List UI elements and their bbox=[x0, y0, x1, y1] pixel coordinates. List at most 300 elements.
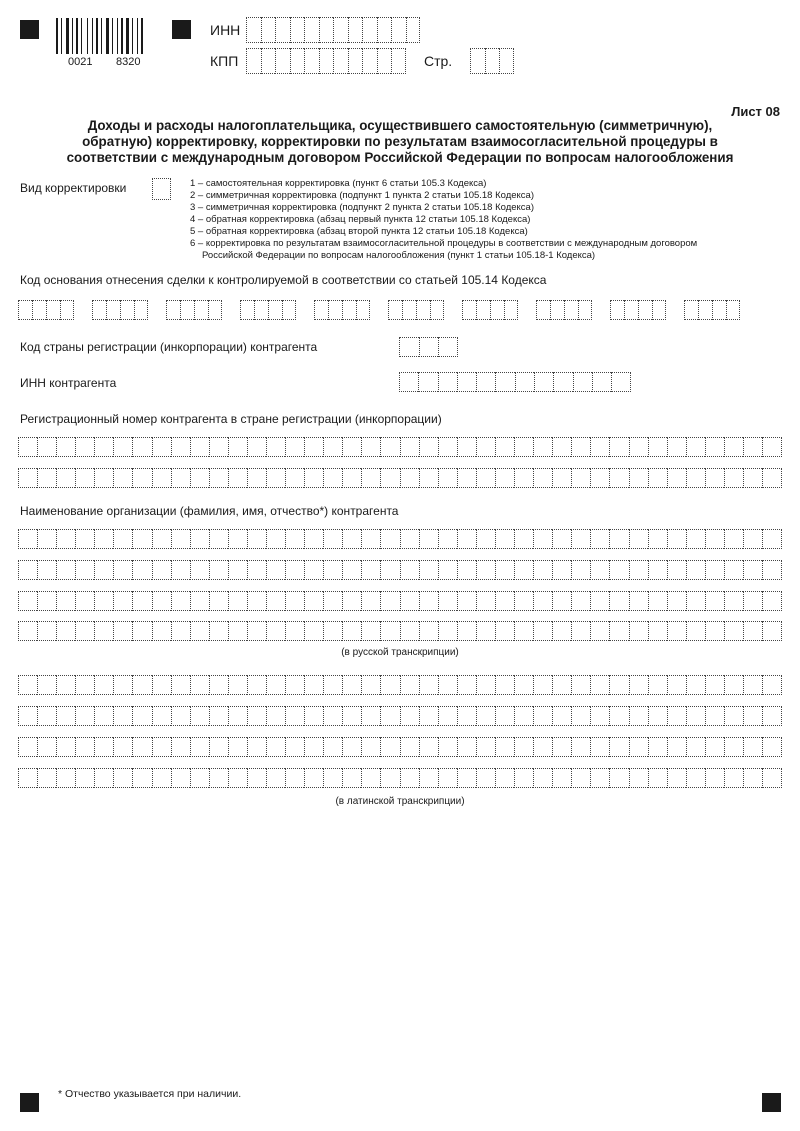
char-cell[interactable] bbox=[171, 468, 190, 488]
char-cell[interactable] bbox=[552, 437, 571, 457]
char-cell[interactable] bbox=[75, 468, 94, 488]
char-cell[interactable] bbox=[438, 706, 457, 726]
char-cell[interactable] bbox=[629, 675, 648, 695]
char-cell[interactable] bbox=[629, 591, 648, 611]
char-cell[interactable] bbox=[533, 675, 552, 695]
char-cell[interactable] bbox=[457, 621, 476, 641]
char-cell[interactable] bbox=[533, 621, 552, 641]
char-cell[interactable] bbox=[648, 675, 667, 695]
char-cell[interactable] bbox=[285, 529, 304, 549]
char-cell[interactable] bbox=[743, 675, 762, 695]
char-cell[interactable] bbox=[495, 737, 514, 757]
char-cell[interactable] bbox=[590, 591, 609, 611]
char-cell[interactable] bbox=[552, 737, 571, 757]
char-cell[interactable] bbox=[56, 621, 75, 641]
char-cell[interactable] bbox=[762, 768, 782, 788]
char-cell[interactable] bbox=[152, 591, 171, 611]
char-cell[interactable] bbox=[400, 560, 419, 580]
char-cell[interactable] bbox=[438, 621, 457, 641]
char-cell[interactable] bbox=[380, 437, 399, 457]
char-cell[interactable] bbox=[514, 560, 533, 580]
char-cell[interactable] bbox=[323, 737, 342, 757]
char-cell[interactable] bbox=[762, 468, 782, 488]
char-cell[interactable] bbox=[380, 468, 399, 488]
char-cell[interactable] bbox=[342, 591, 361, 611]
char-cell[interactable] bbox=[190, 529, 209, 549]
char-cell[interactable] bbox=[361, 706, 380, 726]
char-cell[interactable] bbox=[419, 560, 438, 580]
char-cell[interactable] bbox=[667, 675, 686, 695]
char-cell[interactable] bbox=[705, 737, 724, 757]
char-cell[interactable] bbox=[342, 529, 361, 549]
char-cell[interactable] bbox=[495, 706, 514, 726]
char-cell[interactable] bbox=[400, 737, 419, 757]
char-cell[interactable] bbox=[247, 621, 266, 641]
char-cell[interactable] bbox=[247, 560, 266, 580]
char-cell[interactable] bbox=[75, 621, 94, 641]
org-name-lat-row-4[interactable] bbox=[18, 768, 782, 788]
char-cell[interactable] bbox=[247, 706, 266, 726]
char-cell[interactable] bbox=[571, 560, 590, 580]
char-cell[interactable] bbox=[476, 675, 495, 695]
char-cell[interactable] bbox=[705, 675, 724, 695]
char-cell[interactable] bbox=[323, 468, 342, 488]
char-cell[interactable] bbox=[209, 768, 228, 788]
char-cell[interactable] bbox=[113, 591, 132, 611]
char-cell[interactable] bbox=[419, 468, 438, 488]
char-cell[interactable] bbox=[171, 737, 190, 757]
char-cell[interactable] bbox=[762, 675, 782, 695]
char-cell[interactable] bbox=[648, 529, 667, 549]
char-cell[interactable] bbox=[266, 529, 285, 549]
char-cell[interactable] bbox=[18, 621, 37, 641]
char-cell[interactable] bbox=[514, 621, 533, 641]
char-cell[interactable] bbox=[533, 468, 552, 488]
char-cell[interactable] bbox=[762, 560, 782, 580]
char-cell[interactable] bbox=[37, 468, 56, 488]
char-cell[interactable] bbox=[171, 675, 190, 695]
char-cell[interactable] bbox=[438, 768, 457, 788]
char-cell[interactable] bbox=[705, 706, 724, 726]
char-cell[interactable] bbox=[37, 437, 56, 457]
char-cell[interactable] bbox=[304, 437, 323, 457]
char-cell[interactable] bbox=[609, 529, 628, 549]
char-cell[interactable] bbox=[495, 560, 514, 580]
char-cell[interactable] bbox=[152, 706, 171, 726]
char-cell[interactable] bbox=[209, 737, 228, 757]
char-cell[interactable] bbox=[94, 768, 113, 788]
char-cell[interactable] bbox=[266, 468, 285, 488]
char-cell[interactable] bbox=[590, 560, 609, 580]
char-cell[interactable] bbox=[457, 529, 476, 549]
char-cell[interactable] bbox=[132, 706, 151, 726]
char-cell[interactable] bbox=[419, 706, 438, 726]
char-cell[interactable] bbox=[686, 675, 705, 695]
char-cell[interactable] bbox=[94, 706, 113, 726]
char-cell[interactable] bbox=[247, 529, 266, 549]
char-cell[interactable] bbox=[552, 529, 571, 549]
char-cell[interactable] bbox=[762, 706, 782, 726]
char-cell[interactable] bbox=[380, 591, 399, 611]
char-cell[interactable] bbox=[724, 706, 743, 726]
char-cell[interactable] bbox=[495, 468, 514, 488]
char-cell[interactable] bbox=[285, 468, 304, 488]
char-cell[interactable] bbox=[495, 529, 514, 549]
char-cell[interactable] bbox=[590, 768, 609, 788]
char-cell[interactable] bbox=[590, 529, 609, 549]
char-cell[interactable] bbox=[419, 768, 438, 788]
char-cell[interactable] bbox=[266, 560, 285, 580]
char-cell[interactable] bbox=[743, 437, 762, 457]
char-cell[interactable] bbox=[132, 529, 151, 549]
char-cell[interactable] bbox=[342, 437, 361, 457]
char-cell[interactable] bbox=[457, 560, 476, 580]
char-cell[interactable] bbox=[361, 529, 380, 549]
char-cell[interactable] bbox=[171, 591, 190, 611]
char-cell[interactable] bbox=[476, 621, 495, 641]
char-cell[interactable] bbox=[476, 591, 495, 611]
char-cell[interactable] bbox=[495, 437, 514, 457]
char-cell[interactable] bbox=[438, 560, 457, 580]
char-cell[interactable] bbox=[571, 737, 590, 757]
char-cell[interactable] bbox=[686, 591, 705, 611]
char-cell[interactable] bbox=[18, 591, 37, 611]
char-cell[interactable] bbox=[724, 675, 743, 695]
char-cell[interactable] bbox=[380, 621, 399, 641]
char-cell[interactable] bbox=[113, 560, 132, 580]
char-cell[interactable] bbox=[323, 560, 342, 580]
char-cell[interactable] bbox=[285, 621, 304, 641]
country-code-field[interactable] bbox=[399, 337, 458, 357]
char-cell[interactable] bbox=[37, 768, 56, 788]
char-cell[interactable] bbox=[37, 529, 56, 549]
char-cell[interactable] bbox=[113, 737, 132, 757]
char-cell[interactable] bbox=[724, 768, 743, 788]
char-cell[interactable] bbox=[686, 768, 705, 788]
char-cell[interactable] bbox=[94, 675, 113, 695]
char-cell[interactable] bbox=[648, 621, 667, 641]
char-cell[interactable] bbox=[56, 529, 75, 549]
char-cell[interactable] bbox=[571, 768, 590, 788]
char-cell[interactable] bbox=[75, 675, 94, 695]
char-cell[interactable] bbox=[571, 529, 590, 549]
char-cell[interactable] bbox=[152, 768, 171, 788]
char-cell[interactable] bbox=[629, 768, 648, 788]
char-cell[interactable] bbox=[400, 706, 419, 726]
char-cell[interactable] bbox=[533, 529, 552, 549]
char-cell[interactable] bbox=[495, 675, 514, 695]
char-cell[interactable] bbox=[190, 437, 209, 457]
char-cell[interactable] bbox=[609, 706, 628, 726]
correction-type-field[interactable] bbox=[152, 178, 171, 200]
char-cell[interactable] bbox=[514, 706, 533, 726]
char-cell[interactable] bbox=[304, 737, 323, 757]
char-cell[interactable] bbox=[342, 737, 361, 757]
char-cell[interactable] bbox=[171, 529, 190, 549]
char-cell[interactable] bbox=[552, 621, 571, 641]
char-cell[interactable] bbox=[380, 560, 399, 580]
char-cell[interactable] bbox=[380, 768, 399, 788]
char-cell[interactable] bbox=[686, 621, 705, 641]
char-cell[interactable] bbox=[247, 468, 266, 488]
char-cell[interactable] bbox=[400, 621, 419, 641]
char-cell[interactable] bbox=[590, 468, 609, 488]
char-cell[interactable] bbox=[361, 591, 380, 611]
char-cell[interactable] bbox=[342, 560, 361, 580]
char-cell[interactable] bbox=[171, 768, 190, 788]
char-cell[interactable] bbox=[56, 737, 75, 757]
char-cell[interactable] bbox=[571, 468, 590, 488]
char-cell[interactable] bbox=[380, 737, 399, 757]
char-cell[interactable] bbox=[228, 737, 247, 757]
char-cell[interactable] bbox=[304, 768, 323, 788]
char-cell[interactable] bbox=[323, 621, 342, 641]
reg-number-row-2[interactable] bbox=[18, 468, 782, 488]
char-cell[interactable] bbox=[552, 468, 571, 488]
char-cell[interactable] bbox=[247, 737, 266, 757]
char-cell[interactable] bbox=[648, 437, 667, 457]
char-cell[interactable] bbox=[514, 591, 533, 611]
char-cell[interactable] bbox=[495, 768, 514, 788]
char-cell[interactable] bbox=[457, 768, 476, 788]
char-cell[interactable] bbox=[400, 529, 419, 549]
char-cell[interactable] bbox=[762, 621, 782, 641]
char-cell[interactable] bbox=[228, 468, 247, 488]
char-cell[interactable] bbox=[323, 529, 342, 549]
char-cell[interactable] bbox=[533, 737, 552, 757]
char-cell[interactable] bbox=[514, 737, 533, 757]
char-cell[interactable] bbox=[323, 706, 342, 726]
char-cell[interactable] bbox=[438, 737, 457, 757]
char-cell[interactable] bbox=[609, 468, 628, 488]
char-cell[interactable] bbox=[304, 591, 323, 611]
char-cell[interactable] bbox=[514, 437, 533, 457]
char-cell[interactable] bbox=[514, 529, 533, 549]
char-cell[interactable] bbox=[132, 560, 151, 580]
char-cell[interactable] bbox=[648, 560, 667, 580]
char-cell[interactable] bbox=[724, 621, 743, 641]
char-cell[interactable] bbox=[56, 468, 75, 488]
char-cell[interactable] bbox=[285, 706, 304, 726]
char-cell[interactable] bbox=[113, 675, 132, 695]
char-cell[interactable] bbox=[37, 621, 56, 641]
org-name-ru-row-3[interactable] bbox=[18, 591, 782, 611]
char-cell[interactable] bbox=[56, 706, 75, 726]
char-cell[interactable] bbox=[438, 468, 457, 488]
char-cell[interactable] bbox=[209, 591, 228, 611]
char-cell[interactable] bbox=[667, 468, 686, 488]
char-cell[interactable] bbox=[552, 768, 571, 788]
char-cell[interactable] bbox=[75, 591, 94, 611]
char-cell[interactable] bbox=[552, 591, 571, 611]
char-cell[interactable] bbox=[18, 737, 37, 757]
char-cell[interactable] bbox=[342, 468, 361, 488]
char-cell[interactable] bbox=[514, 468, 533, 488]
char-cell[interactable] bbox=[514, 768, 533, 788]
char-cell[interactable] bbox=[132, 621, 151, 641]
char-cell[interactable] bbox=[361, 621, 380, 641]
char-cell[interactable] bbox=[571, 621, 590, 641]
char-cell[interactable] bbox=[190, 768, 209, 788]
char-cell[interactable] bbox=[609, 768, 628, 788]
char-cell[interactable] bbox=[266, 768, 285, 788]
char-cell[interactable] bbox=[476, 437, 495, 457]
char-cell[interactable] bbox=[285, 675, 304, 695]
char-cell[interactable] bbox=[190, 591, 209, 611]
char-cell[interactable] bbox=[724, 437, 743, 457]
char-cell[interactable] bbox=[686, 560, 705, 580]
char-cell[interactable] bbox=[152, 737, 171, 757]
char-cell[interactable] bbox=[304, 706, 323, 726]
char-cell[interactable] bbox=[476, 706, 495, 726]
char-cell[interactable] bbox=[113, 706, 132, 726]
char-cell[interactable] bbox=[457, 468, 476, 488]
char-cell[interactable] bbox=[686, 437, 705, 457]
char-cell[interactable] bbox=[667, 768, 686, 788]
char-cell[interactable] bbox=[400, 437, 419, 457]
char-cell[interactable] bbox=[667, 529, 686, 549]
char-cell[interactable] bbox=[228, 437, 247, 457]
char-cell[interactable] bbox=[590, 621, 609, 641]
char-cell[interactable] bbox=[94, 621, 113, 641]
char-cell[interactable] bbox=[56, 437, 75, 457]
char-cell[interactable] bbox=[247, 437, 266, 457]
char-cell[interactable] bbox=[361, 560, 380, 580]
char-cell[interactable] bbox=[476, 529, 495, 549]
char-cell[interactable] bbox=[132, 468, 151, 488]
char-cell[interactable] bbox=[380, 706, 399, 726]
char-cell[interactable] bbox=[380, 675, 399, 695]
char-cell[interactable] bbox=[209, 468, 228, 488]
char-cell[interactable] bbox=[743, 768, 762, 788]
char-cell[interactable] bbox=[609, 621, 628, 641]
char-cell[interactable] bbox=[361, 675, 380, 695]
char-cell[interactable] bbox=[132, 768, 151, 788]
org-name-ru-row-1[interactable] bbox=[18, 529, 782, 549]
char-cell[interactable] bbox=[609, 675, 628, 695]
char-cell[interactable] bbox=[228, 621, 247, 641]
char-cell[interactable] bbox=[94, 468, 113, 488]
char-cell[interactable] bbox=[419, 621, 438, 641]
char-cell[interactable] bbox=[724, 529, 743, 549]
char-cell[interactable] bbox=[94, 529, 113, 549]
char-cell[interactable] bbox=[18, 529, 37, 549]
kpp-field[interactable] bbox=[246, 48, 406, 74]
char-cell[interactable] bbox=[400, 468, 419, 488]
char-cell[interactable] bbox=[590, 437, 609, 457]
char-cell[interactable] bbox=[400, 768, 419, 788]
char-cell[interactable] bbox=[705, 468, 724, 488]
char-cell[interactable] bbox=[228, 560, 247, 580]
char-cell[interactable] bbox=[323, 437, 342, 457]
char-cell[interactable] bbox=[419, 591, 438, 611]
char-cell[interactable] bbox=[495, 591, 514, 611]
char-cell[interactable] bbox=[342, 768, 361, 788]
reg-number-row-1[interactable] bbox=[18, 437, 782, 457]
char-cell[interactable] bbox=[304, 621, 323, 641]
char-cell[interactable] bbox=[380, 529, 399, 549]
char-cell[interactable] bbox=[667, 437, 686, 457]
char-cell[interactable] bbox=[152, 529, 171, 549]
char-cell[interactable] bbox=[705, 621, 724, 641]
char-cell[interactable] bbox=[724, 591, 743, 611]
char-cell[interactable] bbox=[400, 675, 419, 695]
char-cell[interactable] bbox=[75, 560, 94, 580]
char-cell[interactable] bbox=[571, 675, 590, 695]
char-cell[interactable] bbox=[171, 621, 190, 641]
char-cell[interactable] bbox=[266, 591, 285, 611]
char-cell[interactable] bbox=[209, 529, 228, 549]
inn-counterparty-field[interactable] bbox=[399, 372, 631, 392]
char-cell[interactable] bbox=[323, 675, 342, 695]
char-cell[interactable] bbox=[37, 591, 56, 611]
char-cell[interactable] bbox=[533, 437, 552, 457]
char-cell[interactable] bbox=[152, 675, 171, 695]
char-cell[interactable] bbox=[304, 560, 323, 580]
char-cell[interactable] bbox=[152, 560, 171, 580]
char-cell[interactable] bbox=[724, 737, 743, 757]
char-cell[interactable] bbox=[209, 560, 228, 580]
char-cell[interactable] bbox=[228, 768, 247, 788]
char-cell[interactable] bbox=[457, 591, 476, 611]
char-cell[interactable] bbox=[132, 437, 151, 457]
char-cell[interactable] bbox=[705, 768, 724, 788]
char-cell[interactable] bbox=[266, 621, 285, 641]
char-cell[interactable] bbox=[361, 737, 380, 757]
char-cell[interactable] bbox=[495, 621, 514, 641]
char-cell[interactable] bbox=[476, 768, 495, 788]
char-cell[interactable] bbox=[247, 591, 266, 611]
char-cell[interactable] bbox=[56, 560, 75, 580]
char-cell[interactable] bbox=[361, 437, 380, 457]
char-cell[interactable] bbox=[171, 706, 190, 726]
char-cell[interactable] bbox=[18, 468, 37, 488]
char-cell[interactable] bbox=[724, 560, 743, 580]
char-cell[interactable] bbox=[113, 621, 132, 641]
char-cell[interactable] bbox=[94, 737, 113, 757]
char-cell[interactable] bbox=[190, 737, 209, 757]
char-cell[interactable] bbox=[18, 706, 37, 726]
char-cell[interactable] bbox=[571, 437, 590, 457]
char-cell[interactable] bbox=[209, 621, 228, 641]
char-cell[interactable] bbox=[94, 560, 113, 580]
char-cell[interactable] bbox=[152, 621, 171, 641]
char-cell[interactable] bbox=[190, 675, 209, 695]
char-cell[interactable] bbox=[37, 706, 56, 726]
char-cell[interactable] bbox=[533, 591, 552, 611]
char-cell[interactable] bbox=[209, 706, 228, 726]
char-cell[interactable] bbox=[419, 529, 438, 549]
char-cell[interactable] bbox=[285, 737, 304, 757]
char-cell[interactable] bbox=[266, 706, 285, 726]
char-cell[interactable] bbox=[705, 437, 724, 457]
char-cell[interactable] bbox=[533, 706, 552, 726]
char-cell[interactable] bbox=[419, 675, 438, 695]
char-cell[interactable] bbox=[132, 737, 151, 757]
char-cell[interactable] bbox=[113, 468, 132, 488]
char-cell[interactable] bbox=[609, 737, 628, 757]
char-cell[interactable] bbox=[667, 706, 686, 726]
char-cell[interactable] bbox=[113, 529, 132, 549]
char-cell[interactable] bbox=[743, 621, 762, 641]
char-cell[interactable] bbox=[705, 591, 724, 611]
char-cell[interactable] bbox=[94, 437, 113, 457]
char-cell[interactable] bbox=[190, 621, 209, 641]
char-cell[interactable] bbox=[247, 768, 266, 788]
char-cell[interactable] bbox=[56, 768, 75, 788]
org-name-lat-row-2[interactable] bbox=[18, 706, 782, 726]
char-cell[interactable] bbox=[419, 737, 438, 757]
